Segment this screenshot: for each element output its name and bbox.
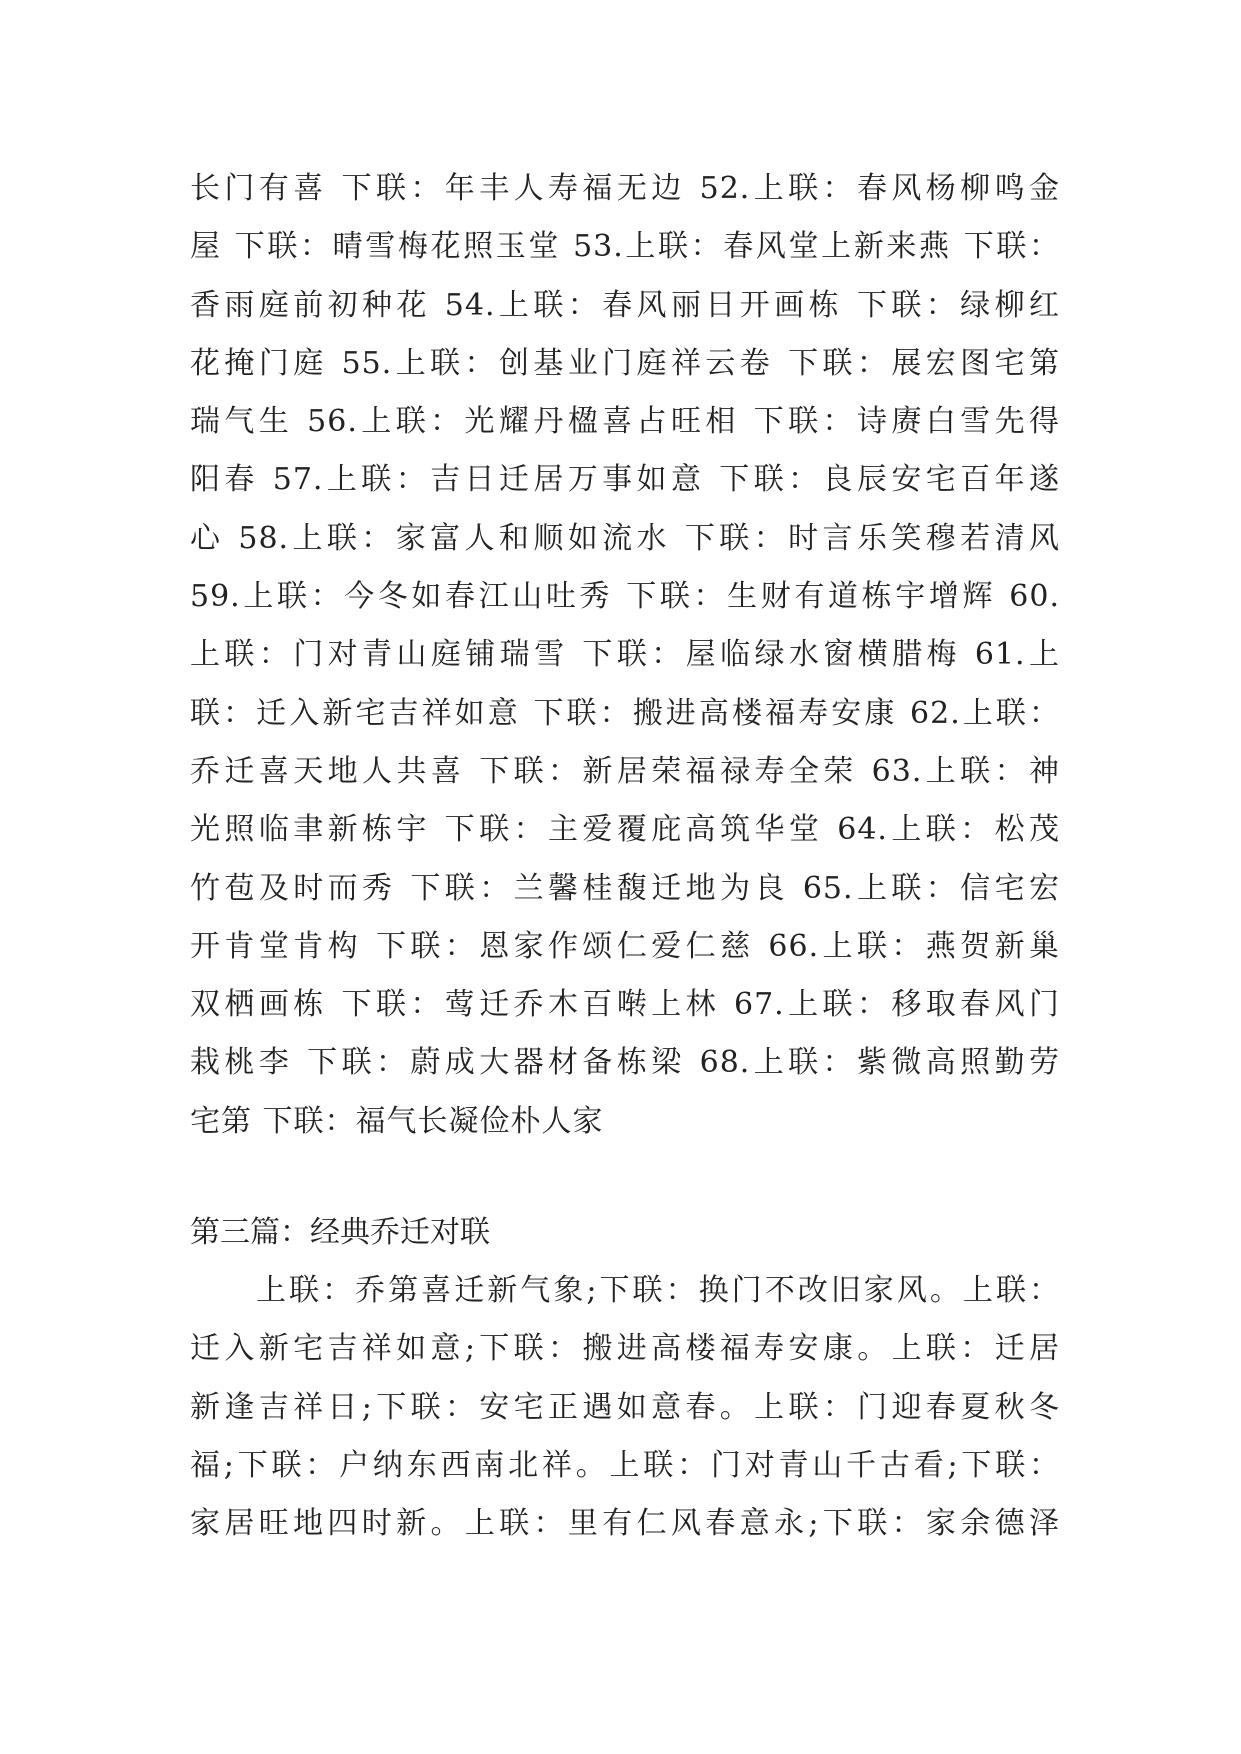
text-line: 开肯堂肯构 下联：恩家作颂仁爱仁慈 66.上联：燕贺新巢 <box>190 928 1060 964</box>
text-line: 光照临聿新栋宇 下联：主爱覆庇高筑华堂 64.上联：松茂 <box>190 812 1060 848</box>
text-line: 新逢吉祥日;下联：安宅正遇如意春。上联：门迎春夏秋冬 <box>190 1389 1060 1425</box>
text-line-indented: 上联：乔第喜迁新气象;下联：换门不改旧家风。上联： <box>256 1273 1060 1308</box>
text-line: 家居旺地四时新。上联：里有仁风春意永;下联：家余德泽 <box>190 1506 1060 1542</box>
text-line: 瑞气生 56.上联：光耀丹楹喜占旺相 下联：诗赓白雪先得 <box>190 404 1060 440</box>
classic-couplets-paragraph <box>190 1262 1060 1553</box>
couplet-list-section <box>190 160 1060 1151</box>
text-line: 59.上联：今冬如春江山吐秀 下联：生财有道栋宇增辉 60. <box>190 579 1060 615</box>
text-line: 联：迁入新宅吉祥如意 下联：搬进高楼福寿安康 62.上联： <box>190 695 1060 731</box>
text-line: 屋 下联：晴雪梅花照玉堂 53.上联：春风堂上新来燕 下联： <box>190 229 1060 265</box>
text-line-last: 宅第 下联：福气长凝俭朴人家 <box>190 1103 604 1139</box>
text-line: 花掩门庭 55.上联：创基业门庭祥云卷 下联：展宏图宅第 <box>190 345 1060 381</box>
text-line: 香雨庭前初种花 54.上联：春风丽日开画栋 下联：绿柳红 <box>190 287 1060 323</box>
section-heading: 第三篇：经典乔迁对联 <box>190 1215 490 1250</box>
text-line: 竹苞及时而秀 下联：兰馨桂馥迁地为良 65.上联：信宅宏 <box>190 870 1060 906</box>
text-line: 阳春 57.上联：吉日迁居万事如意 下联：良辰安宅百年遂 <box>190 462 1060 498</box>
text-line: 长门有喜 下联：年丰人寿福无边 52.上联：春风杨柳鸣金 <box>190 171 1060 206</box>
text-line: 心 58.上联：家富人和顺如流水 下联：时言乐笑穆若清风 <box>190 520 1060 556</box>
text-line: 乔迁喜天地人共喜 下联：新居荣福禄寿全荣 63.上联：神 <box>190 753 1060 789</box>
text-line: 迁入新宅吉祥如意;下联：搬进高楼福寿安康。上联：迁居 <box>190 1331 1060 1367</box>
text-line: 福;下联：户纳东西南北祥。上联：门对青山千古看;下联： <box>190 1447 1060 1483</box>
text-line: 栽桃李 下联：蔚成大器材备栋梁 68.上联：紫微高照勤劳 <box>190 1045 1060 1081</box>
text-line: 双栖画栋 下联：莺迁乔木百啭上林 67.上联：移取春风门 <box>190 987 1060 1023</box>
text-line: 上联：门对青山庭铺瑞雪 下联：屋临绿水窗横腊梅 61.上 <box>190 637 1060 673</box>
